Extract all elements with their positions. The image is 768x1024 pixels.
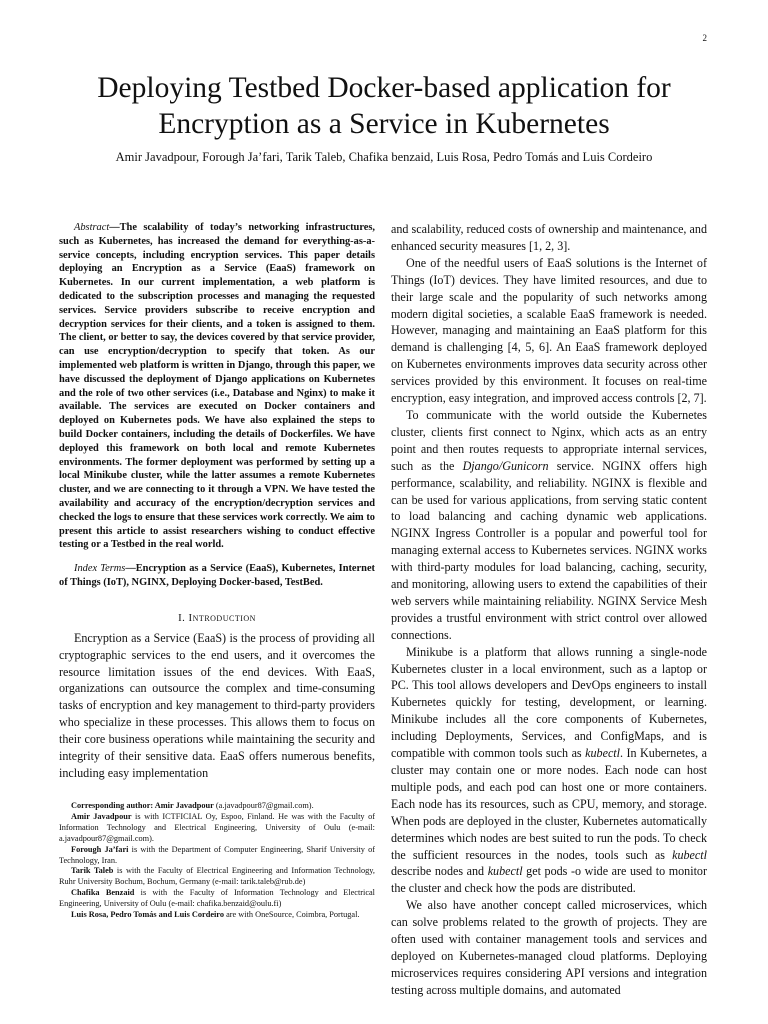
- abstract-text: —The scalability of today’s networking infrastructures, such as Kubernetes, has increased the demand for everything-as-a-service concepts, including encryption services. This paper details deploying an Encryption as a Service (EaaS) framework on Kubernetes. In our current implementation, a web platform is dedicated to the subscription processes and managing the requested services. Service providers subscribe to receive encryption and decryption services for their clients, and a token is assigned to them. The client, or better to say, the devices covered by that service provider, can use encryption/decryption to specify that token. As our implemented web platform is written in Django, through this paper, we have discussed the deployment of Django applications on Kubernetes and the role of two other services (i.e., Database and Nginx) to make it available. The services are executed on Docker containers and deployed on Kubernetes pods. We have also explained the steps to build Docker containers, including the details of Dockerfiles. We have deployed this framework on both local and remote Kubernetes environments. The former deployment was performed by setting up a local Minikube cluster, while the latter assumes a remote Kubernetes cluster, and we are connecting to it through a VPN. We have tested the availability and accuracy of the encryption/decryption services and checked the logs to ensure that these services work correctly. We aim to present this article to assist researchers wishing to conduct effective testing or a Testbed in the real world.: [59, 222, 375, 551]
- footnote-label: Amir Javadpour: [71, 811, 132, 821]
- footnote-corresponding-author: [59, 801, 375, 812]
- footnote-javadpour: [59, 812, 375, 845]
- paragraph-continuation: and scalability, reduced costs of ownership and maintenance, and enhanced security measures [1, 2, 3].: [391, 222, 707, 253]
- index-terms: [59, 562, 375, 590]
- footnote-taleb: [59, 866, 375, 888]
- intro-paragraph: Encryption as a Service (EaaS) is the process of providing all cryptographic services to the end users, and it overcomes the resource limitation issues of the end devices. With EaaS, organizations can outsource the complex and time-consuming tasks of encryption and key management to third-party providers who specialize in these processes. This allows them to focus on their core business operations while maintaining the security and integrity of their sensitive data. EaaS offers numerous benefits, including easy implementation: [59, 630, 375, 780]
- emphasis-kubectl: kubectl: [672, 847, 707, 862]
- index-terms-text: —Encryption as a Service (EaaS), Kubernetes, Internet of Things (IoT), NGINX, Deploying Docker-based, TestBed.: [59, 563, 376, 588]
- footnotes: [59, 801, 375, 921]
- footnote-text: are with OneSource, Coimbra, Portugal.: [224, 910, 360, 920]
- title-line-2: Encryption as a Service in Kubernetes: [158, 108, 610, 140]
- paragraph-microservices: We also have another concept called microservices, which can solve problems related to the growth of projects. They are often used with container management tools and services and deployed on Kubernetes-managed cloud platforms. Deploying microservices requires considering API versions and integration testing across multiple domains, and automated: [391, 898, 707, 997]
- text-segment: Minikube is a platform that allows running a single-node Kubernetes cluster in a local environment, such as a laptop or PC. This tool allows developers and DevOps engineers to install Kubernetes quickly for testing, development, or learning. Minikube includes all the core components of Kubernetes, including Deployments, Services, and ConfigMaps, and is compatible with common tools such as: [391, 644, 707, 761]
- title-line-1: Deploying Testbed Docker-based application for: [97, 72, 671, 104]
- text-segment: To communicate with the world outside the Kubernetes cluster, clients first connect to Nginx, which acts as an entry point and then routes requests to appropriate internal services, such as the: [391, 407, 707, 473]
- author-list: Amir Javadpour, Forough Ja’fari, Tarik Taleb, Chafika benzaid, Luis Rosa, Pedro Tomás and Luis Cordeiro: [115, 150, 653, 164]
- footnote-label: Luis Rosa, Pedro Tomás and Luis Cordeiro: [71, 910, 224, 920]
- footnote-jafari: [59, 845, 375, 867]
- footnote-text: is with ICTFICIAL Oy, Espoo, Finland. He was with the Faculty of Information Technology and Electrical Engineering, University of Oulu (e-mail: a.javadpour87@gmail.com).: [59, 811, 375, 843]
- footnote-label: Corresponding author: Amir Javadpour: [71, 801, 214, 810]
- abstract-lead: Abstract: [74, 222, 110, 233]
- footnote-text: (a.javadpour87@gmail.com).: [213, 801, 314, 810]
- footnote-benzaid: [59, 888, 375, 910]
- emphasis-kubectl: kubectl: [585, 746, 621, 761]
- footnote-text: is with the Faculty of Information Technology and Electrical Engineering, University of Oulu (e-mail: chafika.benzaid@oulu.fi): [59, 888, 375, 909]
- text-segment: . In Kubernetes, a cluster may contain one or more nodes. Each node can host multiple pods, and each pod can host one or more containers. Each node has its resources, such as CPU, memory, and storage. When pods are deployed in the cluster, Kubernetes automatically determines which nodes are best suited to run the pods. To check the sufficient resources in the nodes, tools such as: [391, 746, 707, 862]
- footnote-text: is with the Faculty of Electrical Engineering and Information Technology, Ruhr University Bochum, Bochum, Germany (e-mail: tarik.taleb@rub.de): [59, 866, 375, 887]
- paragraph-iot: One of the needful users of EaaS solutions is the Internet of Things (IoT) devices. They have limited resources, and due to their large scale and the popularity of such networks among modern digital societies, a scalable EaaS framework is needed. However, managing and maintaining an EaaS platform for this demand is challenging [4, 5, 6]. An EaaS framework deployed on Kubernetes environments improves data security across other services provided by this environment. It focuses on real-time encryption, easy integration, and improved access controls [2, 7].: [391, 255, 707, 406]
- footnote-label: Forough Ja’fari: [71, 844, 129, 854]
- paper-title: [0, 70, 768, 142]
- page-number: 2: [702, 33, 707, 43]
- footnote-onesource: [59, 910, 375, 921]
- footnote-text: is with the Department of Computer Engineering, Sharif University of Technology, Iran.: [59, 844, 375, 865]
- index-terms-lead: Index Terms: [74, 563, 126, 575]
- paragraph-minikube: [391, 644, 707, 898]
- text-segment: service. NGINX offers high performance, scalability, and reliability. NGINX is flexible and can be used for various applications, from serving static content to load balancing and caching dynamic web applications. NGINX Ingress Controller is a popular and powerful tool for managing external access to Kubernetes services. NGINX works with third-party modules for load balancing, caching, security, and monitoring, allowing users to extend the capabilities of their web servers while maintaining reliability. NGINX Service Mesh provides a trustful environment with strict control over allowed connections.: [391, 458, 707, 642]
- text-segment: describe nodes and: [391, 864, 488, 879]
- text-segment: get pods -o wide are used to monitor the cluster and check how the pods are distributed.: [391, 864, 707, 896]
- left-column: [59, 221, 375, 782]
- emphasis-kubectl: kubectl: [487, 864, 523, 879]
- emphasis-django: Django/Gunicorn: [462, 458, 549, 473]
- footnote-label: Chafika Benzaid: [71, 888, 135, 898]
- right-column: [391, 221, 707, 999]
- abstract: [59, 221, 375, 552]
- section-heading-introduction: I. Introduction: [178, 611, 256, 624]
- paragraph-nginx: [391, 407, 707, 644]
- footnote-label: Tarik Taleb: [71, 866, 114, 876]
